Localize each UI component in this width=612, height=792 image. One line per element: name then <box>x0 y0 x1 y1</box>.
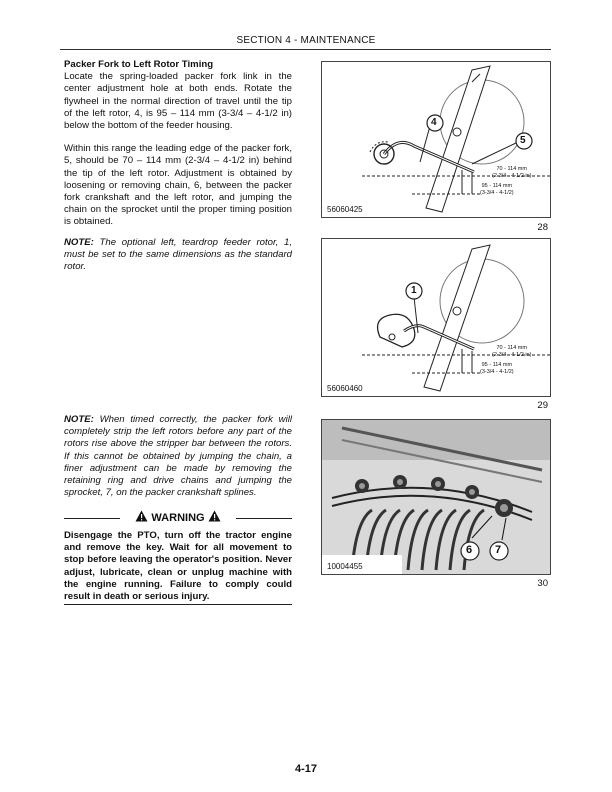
dimension-1 <box>492 166 531 179</box>
figure-30-photo <box>322 420 550 574</box>
note-1-label: NOTE: <box>64 237 94 248</box>
dimension-2-mm: 95 - 114 mm <box>481 362 513 368</box>
figure-number: 30 <box>537 578 548 589</box>
section-heading: Packer Fork to Left Rotor Timing <box>64 59 214 70</box>
figure-29-illustration <box>322 239 550 396</box>
figure-number: 29 <box>537 400 548 411</box>
dimension-2-in: (3-3/4 - 4-1/2) <box>480 189 514 196</box>
page-number: 4-17 <box>294 763 318 775</box>
dimension-2 <box>480 362 514 375</box>
figure-28 <box>321 61 551 218</box>
figure-code: 10004455 <box>327 562 363 571</box>
figure-code: 56060460 <box>327 384 363 393</box>
warning-bottom-rule <box>64 604 292 605</box>
warning-triangle-icon <box>208 510 221 522</box>
warning-triangle-icon <box>135 510 148 522</box>
callout-6: 6 <box>466 544 473 556</box>
dimension-1-in: (2-3/4 - 4-1/2 in) <box>492 351 532 358</box>
callout-1: 1 <box>411 285 417 296</box>
warning-banner <box>64 510 292 526</box>
note-1 <box>64 237 292 274</box>
note-1-text: The optional left, teardrop feeder rotor, 1, must be set to the same dimensions as the standard rotor. <box>64 237 292 273</box>
dimension-2-in: (3-3/4 - 4-1/2) <box>480 368 514 375</box>
note-2-text: When timed correctly, the packer fork will completely strip the left rotors before any part of the rotors rise above the stripper bar between the rotors. If this cannot be obtained by jumping the chain, a finer adjustment can be made by removing the retaining ring and drive chains and jumping the sprocket, 7, on the packer crankshaft splines. <box>64 414 292 499</box>
figure-code: 56060425 <box>327 205 363 214</box>
dimension-1-in: (2-3/4 - 4-1/2 in) <box>492 172 532 179</box>
note-2-label: NOTE: <box>64 414 94 425</box>
warning-rule-right <box>236 518 292 519</box>
warning-title: WARNING <box>151 512 205 524</box>
dimension-1-mm: 70 - 114 mm <box>496 345 527 351</box>
callout-5: 5 <box>520 135 526 146</box>
figure-number: 28 <box>537 222 548 233</box>
note-2 <box>64 414 292 499</box>
warning-text: Disengage the PTO, turn off the tractor engine and remove the key. Wait for all movement to stop before leaving the operator's position. Never adjust, lubricate, clean or unplug machine with the engine running. Failure to comply could result in death or serious injury. <box>64 530 292 603</box>
header-rule <box>60 49 551 50</box>
paragraph-1: Locate the spring-loaded packer fork link in the center adjustment hole at both ends. Rotate the flywheel in the normal direction of travel until the tip of the left rotor, 4, is 95 – 114 mm (3-3/4 – 4-1/2 in) below the bottom of the feeder housing. <box>64 71 292 132</box>
dimension-1 <box>492 345 531 358</box>
timing-section <box>64 59 292 229</box>
dimension-1-mm: 70 - 114 mm <box>496 166 527 172</box>
paragraph-2: Within this range the leading edge of the packer fork, 5, should be 70 – 114 mm (2-3/4 – 4-1/2 in) behind the tip of the left rotor. Adjustment is obtained by loosening or removing chain, 6, between the packer fork crankshaft and the left rotor, and jumping the chain on the sprocket until the proper timing position is obtained. <box>64 143 292 228</box>
figure-30 <box>321 419 551 575</box>
section-header: SECTION 4 - MAINTENANCE <box>236 35 376 46</box>
dimension-2 <box>480 183 514 196</box>
dimension-2-mm: 95 - 114 mm <box>481 183 513 189</box>
figure-28-illustration <box>322 62 550 217</box>
figure-29 <box>321 238 551 397</box>
callout-4: 4 <box>431 117 437 128</box>
callout-7: 7 <box>495 544 502 556</box>
